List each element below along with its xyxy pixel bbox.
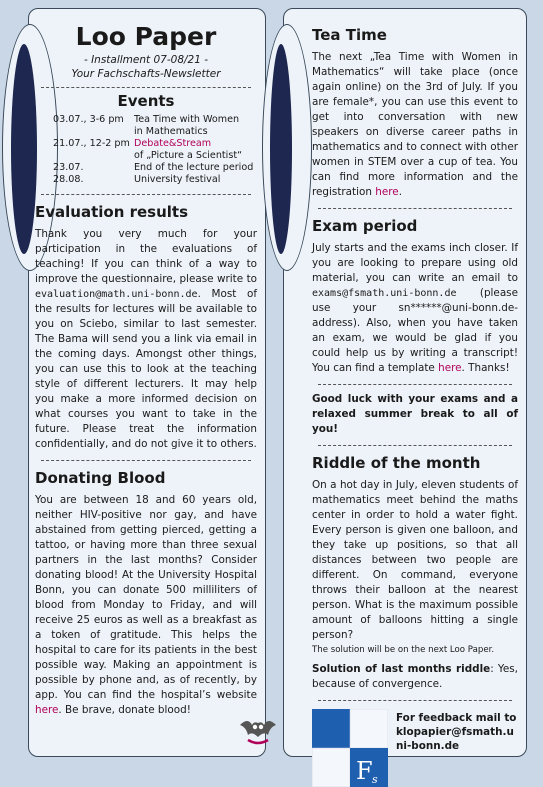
feedback-box bbox=[312, 709, 518, 787]
event-text-cont: of „Picture a Scientist“ bbox=[134, 150, 243, 161]
evaluation-body: Thank you very much for your participation in the evaluations of teaching! If you can think of a way to improve the questionnaire, please write to evaluation@math.uni-bonn.de. Most of the results for lectures will be available to you on Sciebo, similar to last semester. The Bama will send you a link via email in the coming days. Amongst other things, you can use this to look at the teaching style of different lecturers. It may help you make a more informed decision on what courses you want to take in the future. Please treat the information confidentially, and do not give it to others. bbox=[35, 228, 257, 450]
left-column bbox=[35, 22, 257, 718]
blood-heading: Donating Blood bbox=[35, 469, 166, 487]
event-text: Tea Time with Women bbox=[134, 114, 240, 125]
event-text-cont: in Mathematics bbox=[134, 126, 208, 137]
teatime-body: The next „Tea Time with Women in Mathematics“ will take place (once again online) on the 3rd of July. If you are female*, you can use this event to get into conversation with new speakers on diverse career paths in mathematics and to connect with other women in STEM over a cup of tea. You can find more information and the registration here. bbox=[312, 51, 518, 198]
feedback-text: For feedback mail to klopapier@fsmath.uni-bonn.de bbox=[396, 712, 517, 752]
divider bbox=[318, 700, 512, 701]
teatime-heading: Tea Time bbox=[312, 26, 387, 44]
events-heading: Events bbox=[117, 92, 175, 110]
event-text: End of the lecture period bbox=[134, 162, 254, 173]
logo-letter: F bbox=[356, 757, 373, 785]
divider bbox=[41, 87, 251, 88]
riddle-body: On a hot day in July, eleven students of mathematics meet behind the maths center in order to hold a water fight. Every person is given one balloon, and they take up positions, so that all distances between two people are different. On command, everyone throws their balloon at the nearest person. What is the maximum possible amount of balloons hitting a single person? bbox=[312, 479, 518, 641]
riddle-heading: Riddle of the month bbox=[312, 454, 481, 472]
event-date: 21.07., 12-2 pm bbox=[53, 138, 130, 149]
evaluation-heading: Evaluation results bbox=[35, 203, 189, 221]
toilet-roll-hole-icon bbox=[11, 44, 37, 254]
event-row bbox=[53, 138, 253, 162]
exam-template-link[interactable]: here bbox=[438, 362, 462, 374]
riddle-note: The solution will be on the next Loo Paper. bbox=[312, 645, 495, 655]
event-date: 03.07., 3-6 pm bbox=[53, 114, 124, 125]
divider bbox=[318, 208, 512, 209]
hospital-website-link[interactable]: here bbox=[35, 704, 59, 716]
event-row bbox=[53, 162, 253, 174]
event-date: 23.07. bbox=[53, 162, 84, 173]
blood-body: You are between 18 and 60 years old, neither HIV-positive nor gay, and have abstained from getting pierced, getting a tattoo, or having more than three sexual partners in the last months? Consider donating blood! At the University Hospital Bonn, you can donate 500 milliliters of blood from Monday to Friday, and will receive 25 euros as well as a breakfast as a token of gratitude. This helps the hospital to care for its patients in the best possible way. Making an appointment is possible by phone and, as of recently, by app. You can find the hospital’s website here. Be brave, donate blood! bbox=[35, 494, 257, 716]
divider bbox=[318, 445, 512, 446]
divider bbox=[41, 460, 251, 461]
event-text: University festival bbox=[134, 174, 221, 185]
newsletter-title: Loo Paper bbox=[75, 22, 217, 51]
event-row bbox=[53, 114, 253, 138]
toilet-roll-hole-icon bbox=[270, 44, 292, 254]
newsletter-tagline: Your Fachschafts-Newsletter bbox=[71, 68, 221, 80]
exam-heading: Exam period bbox=[312, 217, 418, 235]
riddle-solution: Solution of last months riddle: Yes, because of convergence. bbox=[312, 663, 518, 690]
logo-subscript: s bbox=[372, 773, 378, 786]
teatime-registration-link[interactable]: here bbox=[375, 186, 399, 198]
event-row bbox=[53, 174, 253, 186]
right-column bbox=[312, 26, 518, 787]
divider bbox=[318, 384, 512, 385]
divider bbox=[41, 194, 251, 195]
installment-label: - Installment 07-08/21 - bbox=[83, 54, 209, 66]
exam-email-link[interactable]: exams@fsmath.uni-bonn.de bbox=[312, 288, 457, 299]
events-table bbox=[53, 114, 253, 186]
event-link-debate-stream[interactable]: Debate&Stream bbox=[134, 138, 212, 149]
bat-mascot-icon bbox=[238, 713, 278, 745]
good-luck-note: Good luck with your exams and a relaxed summer break to all of you! bbox=[312, 393, 518, 435]
exam-body: July starts and the exams inch closer. If you are looking to prepare using old material, you can write an email to exams@fsmath.uni-bonn.de (please use your sn******@uni-bonn.de-address). Also, when you have taken an exam, we would be glad if you could help us by writing a transcript! You can find a template here. Thanks! bbox=[312, 242, 518, 374]
evaluation-email-link[interactable]: evaluation@math.uni-bonn.de bbox=[35, 289, 198, 300]
event-date: 28.08. bbox=[53, 174, 84, 185]
fachschaft-logo-icon bbox=[312, 709, 388, 787]
